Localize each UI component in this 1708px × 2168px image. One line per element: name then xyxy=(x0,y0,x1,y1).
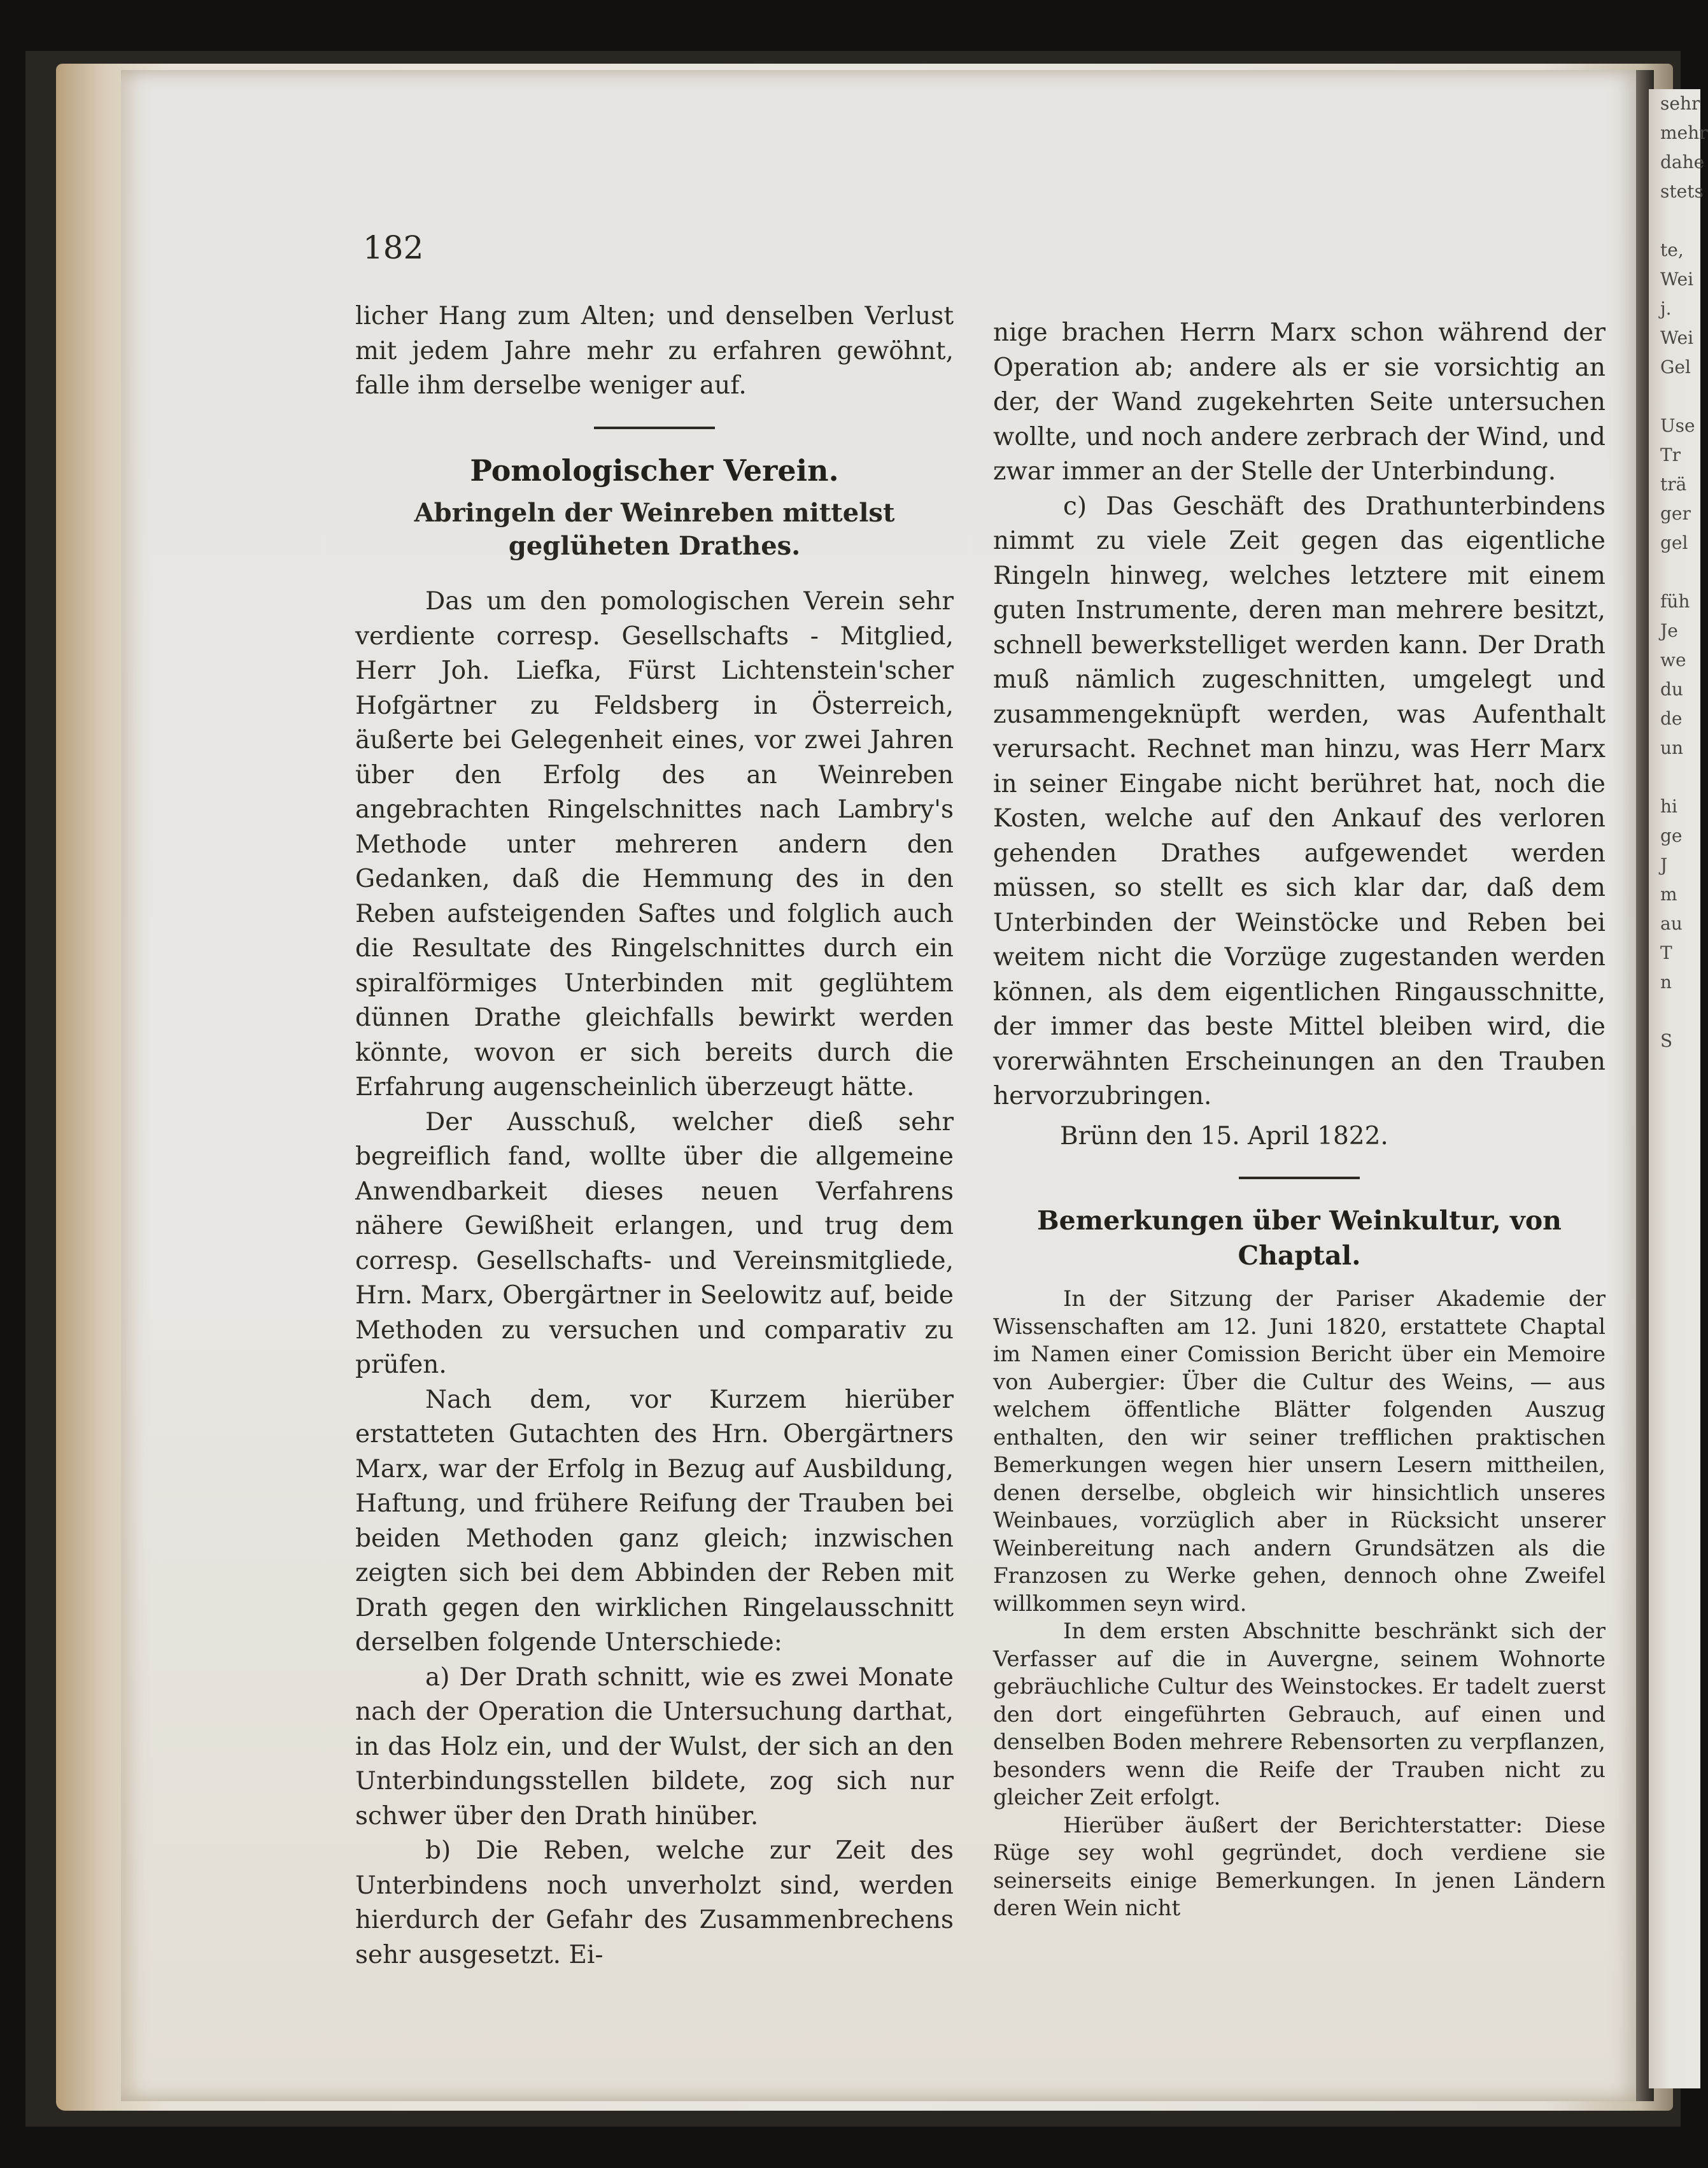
section-divider xyxy=(594,427,715,429)
next-page-line: ger xyxy=(1660,503,1691,524)
next-page-line xyxy=(1660,997,1700,1026)
next-page-line xyxy=(1660,763,1700,792)
next-page-fragment xyxy=(1649,89,1708,2088)
next-page-line: j. xyxy=(1660,298,1672,319)
list-item-a: a) Der Drath schnitt, wie es zwei Monate nach der Operation die Untersuchung darthat, in das Holz ein, und der Wulst, der sich an den Unterbindungsstellen bildete, zog sich nur schwer über den Drath hinüber. xyxy=(355,1662,954,1831)
next-page-line: du xyxy=(1660,679,1683,700)
next-page-line: Use xyxy=(1660,415,1695,436)
next-page-line: ge xyxy=(1660,825,1683,846)
continued-paragraph: nige brachen Herrn Marx schon während der Operation ab; andere als er sie vorsichtig an der, der Wand zugekehrten Seite untersuchen wollte, und noch andere zerbrach der Wind, und zwar immer an der Stelle der Unterbindung. xyxy=(993,318,1606,486)
list-item-c: c) Das Geschäft des Drathunterbindens nimmt zu viele Zeit gegen das eigentliche Ringeln hinweg, welches letztere mit einem guten Instrumente, deren man mehrere besitzt, schnell bewerkstelliget werden kann. Der Drath muß nämlich zugeschnitten, umgelegt und zusammengeknüpft werden, was Aufenthalt verursacht. Rechnet man hinzu, was Herr Marx in seiner Eingabe nicht berühret hat, noch die Kosten, welche auf den Ankauf des verloren gehenden Drathes aufgewendet werden müssen, so stellt es sich klar dar, daß dem Unterbinden der Weinstöcke und Reben bei weitem nicht die Vorzüge zugestanden werden können, als dem eigentlichen Ringausschnitte, der immer das beste Mittel bleiben wird, die vorerwähnten Erscheinungen an den Trauben hervorzubringen. xyxy=(993,492,1606,1110)
next-page-line: sehr xyxy=(1660,93,1700,114)
next-page-line: Tr xyxy=(1660,444,1681,465)
next-page-line xyxy=(1660,558,1700,587)
next-page-line: füh xyxy=(1660,591,1690,612)
section-divider xyxy=(1239,1177,1360,1179)
paragraph: Der Ausschuß, welcher dieß sehr begreiflich fand, wollte über die allgemeine Anwendbarkeit dieses neuen Verfahrens nähere Gewißheit erlangen, und trug dem corresp. Gesellschafts- und Vereinsmitgliede, Hrn. Marx, Obergärtner in Seelowitz auf, beide Methoden zu versuchen und comparativ zu prüfen. xyxy=(355,1107,954,1379)
next-page-line: J xyxy=(1660,854,1668,875)
next-page-line: un xyxy=(1660,737,1684,758)
next-page-line: Je xyxy=(1660,620,1678,641)
next-page-line: hi xyxy=(1660,796,1677,817)
page-number: 182 xyxy=(363,229,424,266)
next-page-line: gel xyxy=(1660,532,1688,553)
section-heading: Bemerkungen über Weinkultur, von Chaptal. xyxy=(1037,1205,1562,1271)
dateline: Brünn den 15. April 1822. xyxy=(1060,1121,1388,1151)
next-page-line: au xyxy=(1660,913,1683,934)
next-page-line: te, xyxy=(1660,239,1684,260)
list-item-b: b) Die Reben, welche zur Zeit des Unterbindens noch unverholzt sind, werden hierdurch der Gefahr des Zusammenbrechens sehr ausgesetzt. Ei- xyxy=(355,1836,954,1969)
next-page-line: S xyxy=(1660,1030,1673,1051)
next-page-line: we xyxy=(1660,649,1686,670)
next-page-line: dahe xyxy=(1660,152,1705,173)
next-page-line: mehr xyxy=(1660,122,1708,143)
next-page-line: Wei xyxy=(1660,269,1694,290)
paragraph: Hierüber äußert der Berichterstatter: Diese Rüge sey wohl gegründet, doch verdiene sie seinerseits einige Bemerkungen. In jenen Ländern deren Wein nicht xyxy=(993,1812,1606,1921)
section-heading: Pomologischer Verein. xyxy=(470,453,839,488)
paragraph: In der Sitzung der Pariser Akademie der Wissenschaften am 12. Juni 1820, erstattete Chaptal im Namen einer Comission Bericht über ein Memoire von Aubergier: Über die Cultur des Weins, — aus welchem öffentliche Blätter folgenden Auszug enthalten, den wir seiner trefflichen praktischen Bemerkungen wegen hier unsern Lesern mittheilen, denen derselbe, obgleich wir hinsichtlich unseres Weinbaues, vorzüglich aber in Rücksicht unserer Weinbereitung nach andern Grundsätzen als die Franzosen zu Werke gehen, dennoch ohne Zweifel willkommen seyn wird. xyxy=(993,1286,1606,1617)
next-page-line: stets xyxy=(1660,181,1704,202)
next-page-line: Gel xyxy=(1660,357,1691,378)
paragraph: Nach dem, vor Kurzem hierüber erstatteten Gutachten des Hrn. Obergärtners Marx, war der Erfolg in Bezug auf Ausbildung, Haftung, und frühere Reifung der Trauben bei beiden Methoden ganz gleich; inzwischen zeigten sich bei dem Abbinden der Reben mit Drath gegen den wirklichen Ringelausschnitt derselben folgende Unterschiede: xyxy=(355,1385,954,1657)
next-page-line: de xyxy=(1660,708,1683,729)
section-subheading: Abringeln der Weinreben mittelst geglüheten Drathes. xyxy=(414,498,895,561)
next-page-line: Wei xyxy=(1660,327,1694,348)
next-page-line xyxy=(1660,206,1700,236)
right-column xyxy=(993,316,1606,1923)
next-page-line: n xyxy=(1660,972,1672,993)
next-page-line: trä xyxy=(1660,474,1687,495)
next-page-line: m xyxy=(1660,884,1677,905)
left-column xyxy=(355,299,954,1973)
paragraph: Das um den pomologischen Verein sehr verdiente corresp. Gesellschafts - Mitglied, Herr Joh. Liefka, Fürst Lichtenstein'scher Hofgärtner zu Feldsberg in Österreich, äußerte bei Gelegenheit eines, vor zwei Jahren über den Erfolg des an Weinreben angebrachten Ringelschnittes nach Lambry's Methode unter mehreren andern den Gedanken, daß die Hemmung des in den Reben aufsteigenden Saftes und folglich auch die Resultate des Ringelschnittes durch ein spiralförmiges Unterbinden mit geglühtem dünnen Drathe gleichfalls bewirkt werden könnte, wovon er sich bereits durch die Erfahrung augenscheinlich überzeugt hätte. xyxy=(355,587,954,1102)
next-page-line xyxy=(1660,382,1700,411)
continued-paragraph: licher Hang zum Alten; und denselben Verlust mit jedem Jahre mehr zu erfahren gewöhnt, falle ihm derselbe weniger auf. xyxy=(355,302,954,400)
next-page-line: T xyxy=(1660,942,1672,963)
paragraph: In dem ersten Abschnitte beschränkt sich der Verfasser auf die in Auvergne, seinem Wohnorte gebräuchliche Cultur des Weinstockes. Er tadelt zuerst den dort eingeführten Gebrauch, auf einen und denselben Boden mehrere Rebensorten zu verpflanzen, besonders wenn die Reife der Trauben nicht zu gleicher Zeit erfolgt. xyxy=(993,1619,1606,1810)
